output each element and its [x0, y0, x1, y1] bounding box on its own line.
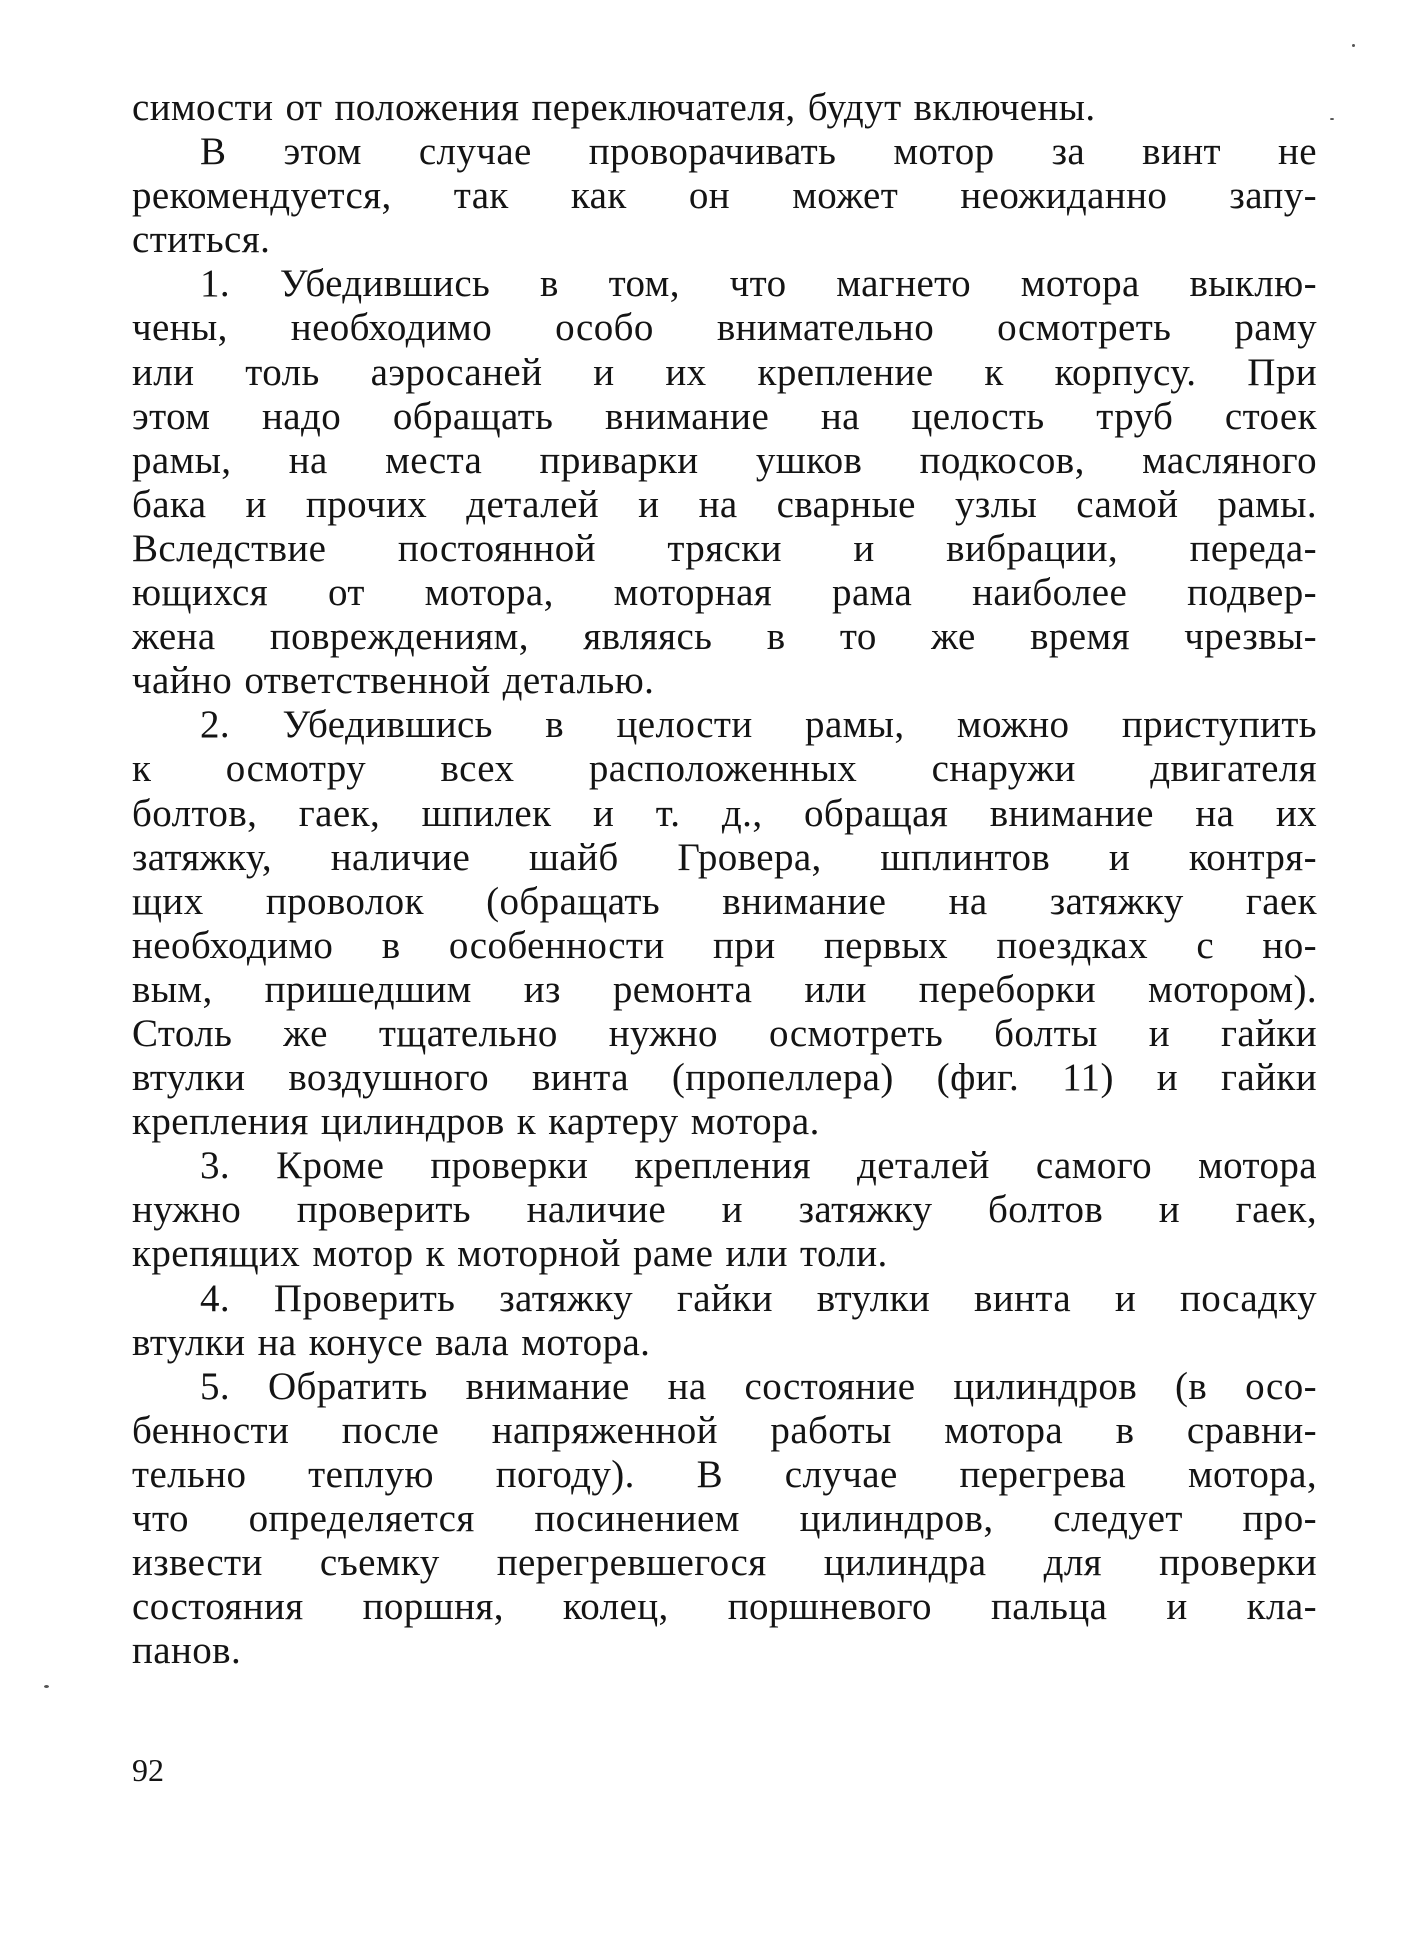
text-line: чены, необходимо особо внимательно осмотреть раму	[132, 306, 1317, 350]
text-line: крепления цилиндров к картеру мотора.	[132, 1100, 820, 1144]
page-number: 92	[132, 1752, 164, 1788]
text-line: затяжку, наличие шайб Гровера, шплинтов и контря-	[132, 835, 1317, 879]
text-line: рамы, на места приварки ушков подкосов, масляного	[132, 438, 1317, 482]
text-line: 3. Кроме проверки крепления деталей самого мотора	[200, 1144, 1317, 1188]
text-line: ститься.	[132, 218, 271, 262]
text-line: 1. Убедившись в том, что магнето мотора выклю-	[200, 262, 1317, 306]
scan-speck	[1330, 118, 1334, 120]
text-line: ющихся от мотора, моторная рама наиболее подвер-	[132, 571, 1317, 615]
text-line: втулки воздушного винта (пропеллера) (фиг. 11) и гайки	[132, 1056, 1317, 1100]
scan-speck	[44, 1685, 49, 1688]
text-line: необходимо в особенности при первых поездках с но-	[132, 923, 1317, 967]
text-line: бенности после напряженной работы мотора в сравни-	[132, 1408, 1317, 1452]
text-line: панов.	[132, 1629, 242, 1673]
text-line: жена повреждениям, являясь в то же время чрезвы-	[132, 615, 1317, 659]
body-text	[132, 86, 1317, 1673]
text-line: тельно теплую погоду). В случае перегрева мотора,	[132, 1452, 1317, 1496]
text-line: симости от положения переключателя, будут включены.	[132, 86, 1096, 129]
text-line: извести съемку перегревшегося цилиндра для проверки	[132, 1541, 1317, 1585]
text-line: нужно проверить наличие и затяжку болтов и гаек,	[132, 1188, 1317, 1232]
text-line: Вследствие постоянной тряски и вибрации, переда-	[132, 526, 1317, 570]
text-line: Столь же тщательно нужно осмотреть болты и гайки	[132, 1011, 1317, 1055]
text-line: В этом случае проворачивать мотор за винт не	[200, 130, 1317, 174]
text-line: или толь аэросаней и их крепление к корпусу. При	[132, 350, 1317, 394]
text-line: состояния поршня, колец, поршневого пальца и кла-	[132, 1585, 1317, 1629]
text-line: втулки на конусе вала мотора.	[132, 1320, 651, 1364]
text-line: щих проволок (обращать внимание на затяжку гаек	[132, 879, 1317, 923]
scan-speck	[1352, 44, 1355, 47]
text-line: к осмотру всех расположенных снаружи двигателя	[132, 747, 1317, 791]
text-line: вым, пришедшим из ремонта или переборки мотором).	[132, 967, 1317, 1011]
text-line: этом надо обращать внимание на целость труб стоек	[132, 394, 1317, 438]
text-line: болтов, гаек, шпилек и т. д., обращая внимание на их	[132, 791, 1317, 835]
text-line: рекомендуется, так как он может неожиданно запу-	[132, 174, 1317, 218]
text-line: 2. Убедившись в целости рамы, можно приступить	[200, 703, 1317, 747]
text-line: бака и прочих деталей и на сварные узлы самой рамы.	[132, 482, 1317, 526]
text-line: чайно ответственной деталью.	[132, 659, 655, 703]
text-line: 5. Обратить внимание на состояние цилиндров (в осо-	[200, 1364, 1317, 1408]
text-line: 4. Проверить затяжку гайки втулки винта и посадку	[200, 1276, 1317, 1320]
text-line: крепящих мотор к моторной раме или толи.	[132, 1232, 888, 1276]
text-line: что определяется посинением цилиндров, следует про-	[132, 1497, 1317, 1540]
